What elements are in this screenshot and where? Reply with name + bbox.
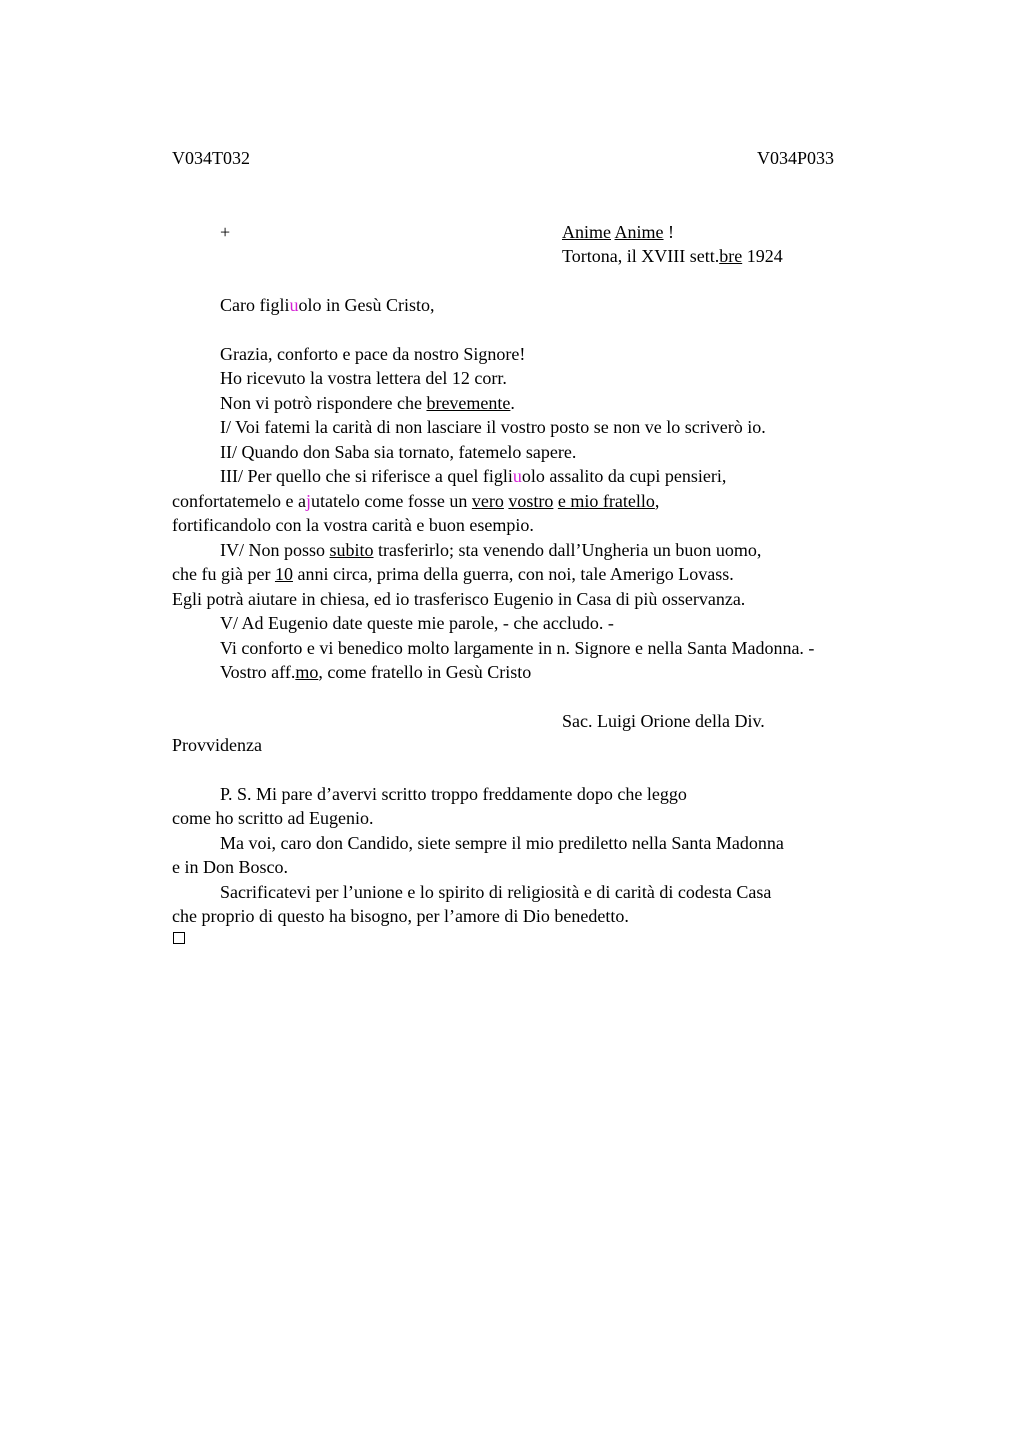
- body-line-1: Grazia, conforto e pace da nostro Signore!: [220, 344, 526, 364]
- body-line-6-highlight: u: [512, 466, 522, 486]
- body-line-7-underlined-1: vero: [471, 491, 504, 511]
- body-line-13: Vi conforto e vi benedico molto largamente in n. Signore e nella Santa Madonna. -: [220, 638, 815, 658]
- body-line-7-highlight: j: [305, 491, 311, 511]
- body-line-9b: trasferirlo; sta venendo dall’Ungheria un buon uomo,: [373, 540, 762, 560]
- body-line-7: [172, 490, 659, 512]
- body-line-9: [220, 539, 761, 561]
- salutation-b: olo in Gesù Cristo,: [298, 295, 435, 315]
- header-left-code: V034T032: [172, 148, 250, 168]
- body-line-14-underlined: mo: [295, 662, 319, 682]
- body-line-3: [220, 392, 515, 414]
- salutation: [220, 294, 435, 316]
- date-month-suffix: bre: [719, 246, 743, 266]
- body-line-2: Ho ricevuto la vostra lettera del 12 corr.: [220, 368, 507, 388]
- ps-line-6: che proprio di questo ha bisogno, per l’amore di Dio benedetto.: [172, 906, 629, 926]
- date-prefix: Tortona, il XVIII sett.: [562, 246, 720, 266]
- motto-exclamation: !: [663, 222, 675, 242]
- body-line-6b: olo assalito da cupi pensieri,: [521, 466, 727, 486]
- body-line-14a: Vostro aff.: [220, 662, 296, 682]
- date-year: 1924: [742, 246, 783, 266]
- motto-word-1a: Anim: [562, 222, 604, 242]
- body-line-10-underlined: 10: [274, 564, 293, 584]
- body-line-3-underlined: brevemente: [426, 393, 511, 413]
- body-line-3a: Non vi potrò rispondere che: [220, 393, 427, 413]
- salutation-a: Caro figli: [220, 295, 290, 315]
- body-line-4: I/ Voi fatemi la carità di non lasciare il vostro posto se non ve lo scriverò io.: [220, 417, 766, 437]
- body-line-10b: anni circa, prima della guerra, con noi, tale Amerigo Lovass.: [292, 564, 734, 584]
- body-line-5: II/ Quando don Saba sia tornato, fatemelo sapere.: [220, 442, 577, 462]
- ps-line-2: come ho scritto ad Eugenio.: [172, 808, 374, 828]
- cross-symbol: +: [220, 222, 231, 242]
- signature-line-1: Sac. Luigi Orione della Div.: [562, 711, 765, 731]
- body-line-14b: , come fratello in Gesù Cristo: [318, 662, 532, 682]
- header-right-code: V034P033: [757, 148, 835, 168]
- motto-word-2: Anime: [614, 222, 664, 242]
- salutation-highlight: u: [289, 295, 299, 315]
- date-line: [562, 245, 783, 267]
- body-line-7a: confortatemelo e a: [172, 491, 306, 511]
- body-line-11: Egli potrà aiutare in chiesa, ed io trasferisco Eugenio in Casa di più osservanza.: [172, 589, 746, 609]
- body-line-12: V/ Ad Eugenio date queste mie parole, - che accludo. -: [220, 613, 614, 633]
- body-line-14: [220, 661, 531, 683]
- body-line-7-underlined-3: e mio fratello: [557, 491, 655, 511]
- ps-line-1: P. S. Mi pare d’avervi scritto troppo freddamente dopo che leggo: [220, 784, 687, 804]
- body-line-9a: IV/ Non posso: [220, 540, 330, 560]
- body-line-10a: che fu già per: [172, 564, 275, 584]
- body-line-7c: ,: [654, 491, 660, 511]
- body-line-9-underlined: subito: [329, 540, 374, 560]
- body-line-8: fortificandolo con la vostra carità e buon esempio.: [172, 515, 534, 535]
- signature-line-2: Provvidenza: [172, 735, 262, 755]
- ps-line-3: Ma voi, caro don Candido, siete sempre il mio prediletto nella Santa Madonna: [220, 833, 784, 853]
- body-line-7-underlined-2: vostro: [508, 491, 554, 511]
- ps-line-4: e in Don Bosco.: [172, 857, 288, 877]
- motto-word-1b: e: [603, 222, 612, 242]
- body-line-3b: .: [510, 393, 515, 413]
- end-square-icon: [173, 932, 185, 944]
- body-line-6a: III/ Per quello che si riferisce a quel figli: [220, 466, 513, 486]
- body-line-7b: utatelo come fosse un: [310, 491, 472, 511]
- ps-line-5: Sacrificatevi per l’unione e lo spirito di religiosità e di carità di codesta Casa: [220, 882, 772, 902]
- motto: [562, 221, 674, 243]
- body-line-10: [172, 563, 734, 585]
- body-line-6: [220, 465, 726, 487]
